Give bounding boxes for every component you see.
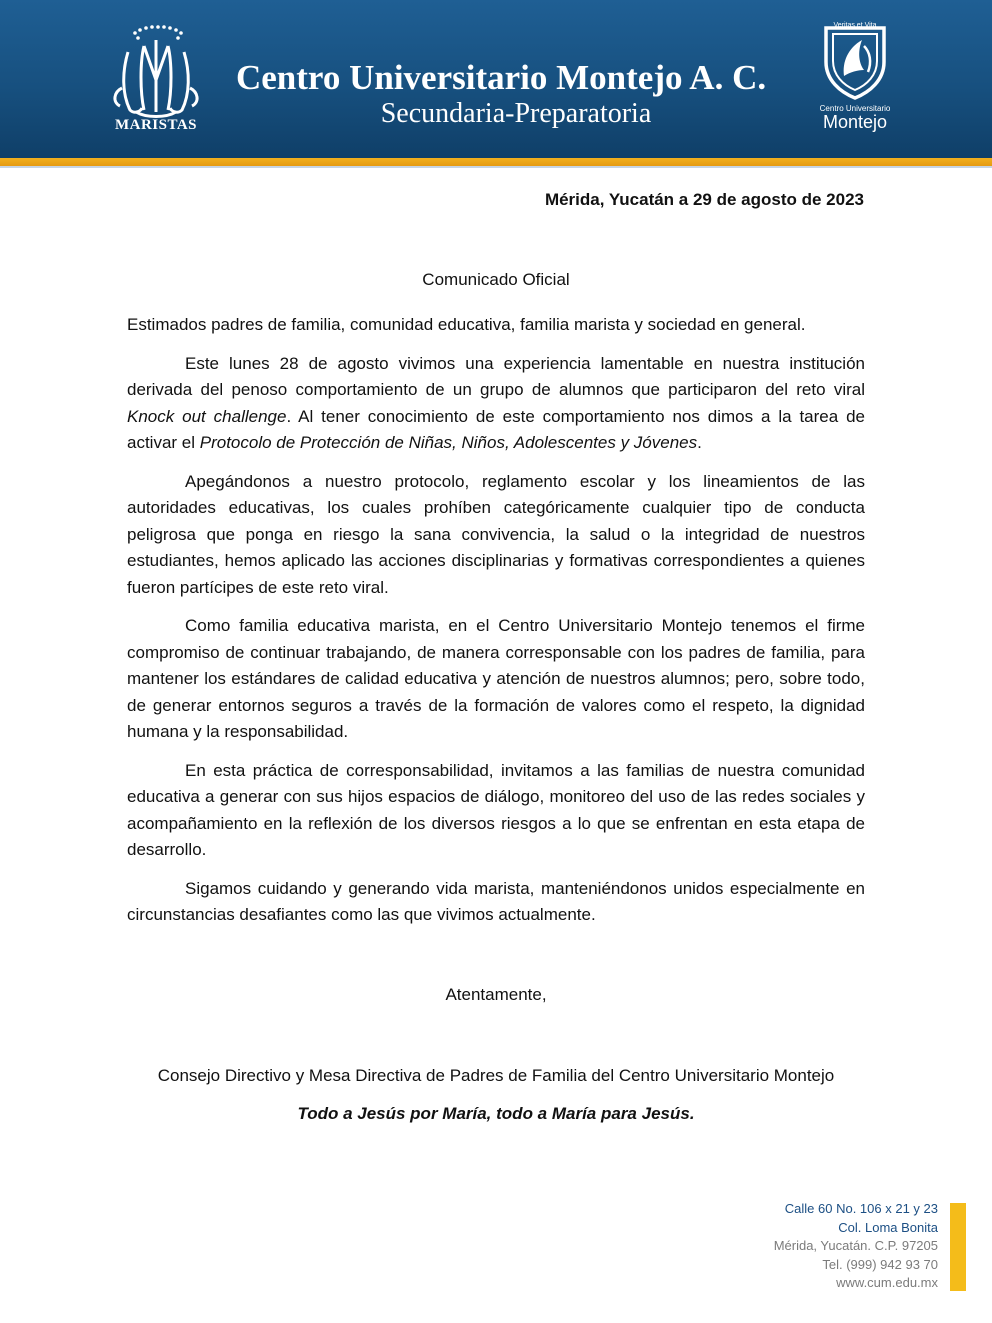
paragraph-2: Apegándonos a nuestro protocolo, reglamento escolar y los lineamientos de las autoridades educativas, los cuales prohíben categóricamente cualquier tipo de conducta peligrosa que ponga en riesgo la sana convivencia, la salud o la integridad de nuestros estudiantes, hemos aplicado las acciones disciplinarias y formativas correspondientes a quienes fueron partícipes de este reto viral.	[127, 471, 865, 597]
cum-logo-name: Montejo	[822, 112, 888, 132]
letter-closing: Atentamente,	[445, 985, 547, 1004]
paragraph-3: Como familia educativa marista, en el Centro Universitario Montejo tenemos el firme compromiso de continuar trabajando, de manera corresponsable con los padres de familia, para mantener los estándares de calidad educativa y atención de nuestros alumnos; pero, sobre todo, de generar entornos seguros a través de la formación de valores como el respeto, la dignidad humana y la responsabilidad.	[127, 616, 865, 741]
address-neighborhood: Col. Loma Bonita	[838, 1219, 938, 1235]
cum-logo-motto: Veritas et Vita	[833, 22, 877, 29]
paragraph-1-text-b: . Al tener conocimiento de este comportamiento nos dimos a la tarea de activar el	[127, 406, 865, 452]
paragraph-1-text-a: Este lunes 28 de agosto vivimos una experiencia lamentable en nuestra institución derivada del penoso comportamiento de un grupo de alumnos que participaron del reto viral	[127, 353, 865, 399]
protocol-name: Protocolo de Protección de Niñas, Niños, Adolescentes y Jóvenes	[199, 433, 698, 452]
website-link[interactable]: www.cum.edu.mx	[836, 1275, 938, 1291]
challenge-name: Knock out challenge	[127, 406, 287, 426]
letterhead-accent-stripe	[0, 158, 992, 166]
cum-logo-caption: Centro Universitario	[819, 104, 891, 113]
paragraph-4: En esta práctica de corresponsabilidad, invitamos a las familias de nuestra comunidad educativa a generar con sus hijos espacios de diálogo, monitoreo del uso de las redes sociales y acompañamiento en la reflexión de los diversos riesgos a lo que se enfrentan en esta etapa de desarrollo.	[127, 760, 865, 859]
letter-greeting: Estimados padres de familia, comunidad educativa, familia marista y sociedad en general.	[127, 315, 806, 334]
address-city: Mérida, Yucatán. C.P. 97205	[773, 1238, 938, 1254]
letter-heading: Comunicado Oficial	[422, 270, 570, 289]
letter-motto: Todo a Jesús por María, todo a María para Jesús.	[297, 1104, 695, 1123]
paragraph-1-text-c: .	[697, 433, 702, 452]
footer-accent-bar	[950, 1203, 966, 1291]
letter-body	[127, 312, 865, 929]
letterhead-divider	[0, 166, 992, 168]
address-phone: Tel. (999) 942 93 70	[822, 1256, 938, 1272]
cum-shield-logo	[818, 18, 892, 100]
paragraph-5: Sigamos cuidando y generando vida marista, manteniéndonos unidos especialmente en circunstancias desafiantes como las que vivimos actualmente.	[127, 878, 865, 924]
school-name: Centro Universitario Montejo A. C.	[236, 58, 767, 97]
school-level: Secundaria-Preparatoria	[380, 98, 652, 129]
maristas-label: MARISTAS	[114, 117, 198, 133]
footer-address	[678, 1200, 938, 1293]
paragraph-1	[127, 351, 865, 457]
letter-date: Mérida, Yucatán a 29 de agosto de 2023	[544, 190, 864, 209]
letter-signature: Consejo Directivo y Mesa Directiva de Padres de Familia del Centro Universitario Montejo	[157, 1066, 835, 1085]
address-street: Calle 60 No. 106 x 21 y 23	[784, 1201, 938, 1216]
letterhead-band	[0, 0, 992, 158]
